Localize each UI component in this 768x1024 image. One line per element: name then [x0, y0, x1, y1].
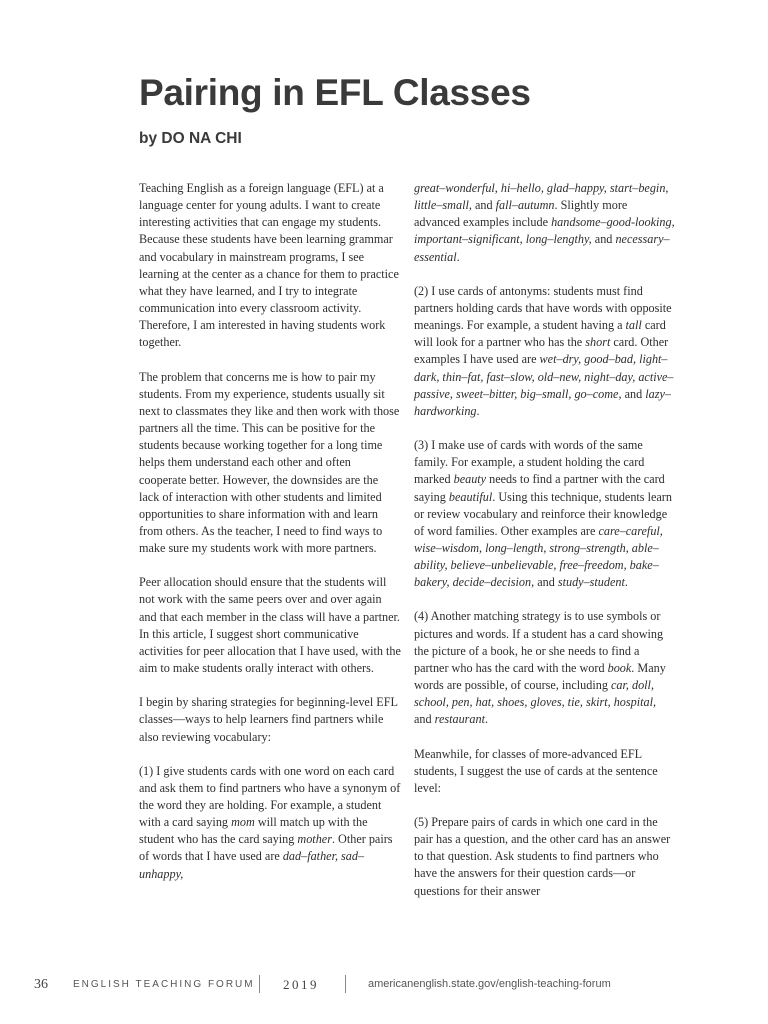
text-run: (3) I make use of cards with words of the same family. For example, a student holding the card marked	[414, 438, 645, 487]
paragraph	[414, 283, 676, 420]
right-column	[414, 180, 676, 917]
website-url[interactable]: americanenglish.state.gov/english-teaching-forum	[368, 978, 611, 990]
example-words: dad–father, sad–unhappy,	[139, 849, 365, 881]
example-word: necessary–essential	[414, 232, 670, 264]
text-run: .	[485, 712, 489, 727]
issue-year: 2019	[283, 977, 319, 992]
example-words: car, doll, school, pen, hat, shoes, gloves, tie, skirt, hospital,	[414, 678, 657, 710]
text-run: needs to find a partner with the card saying	[414, 472, 665, 504]
example-word: short	[585, 335, 611, 350]
article-title: Pairing in EFL Classes	[139, 72, 531, 113]
text-run: and	[621, 386, 646, 401]
example-words: handsome–good-looking, important–significant, long–lengthy,	[414, 215, 675, 247]
paragraph	[414, 608, 676, 728]
magazine-name: ENGLISH TEACHING FORUM	[73, 979, 255, 990]
example-word: fall–autumn	[495, 198, 555, 213]
text-run: will match up with the student who has the card saying	[139, 815, 368, 847]
example-word: mother	[297, 832, 332, 847]
text-run: .	[624, 575, 628, 590]
paragraph: Peer allocation should ensure that the students will not work with the same peers over and over again and that each member in the class will have a partner. In this article, I suggest short communicative activities for peer allocation that I have used, with the aim to make students orally interact with others.	[139, 575, 401, 676]
example-words: great–wonderful, hi–hello, glad–happy, start–begin, little–small,	[414, 181, 669, 213]
text-run: (2) I use cards of antonyms: students must find partners holding cards that have words with opposite meanings. For example, a student having a	[414, 283, 672, 333]
example-words: wet–dry, good–bad, light–dark, thin–fat, fast–slow, old–new, night–day, active–passive, sweet–bitter, big–small, go–come,	[414, 352, 674, 401]
example-word: restaurant	[434, 712, 485, 727]
text-run: and	[534, 575, 558, 590]
paragraph	[414, 180, 676, 266]
page-footer	[0, 974, 768, 998]
example-word: study–student	[557, 575, 625, 590]
text-run: . Slightly more advanced examples include	[414, 198, 628, 230]
example-word: mom	[231, 815, 255, 830]
page-number: 36	[34, 977, 48, 992]
example-word: lazy–hardworking	[414, 386, 671, 418]
paragraph: Teaching English as a foreign language (EFL) at a language center for young adults. I want to create interesting activities that can engage my students. Because these students have been learning grammar and vocabulary in mainstream programs, I see learning at the center as a chance for them to practice what they have learned, and I try to integrate communication into every classroom activity. Therefore, I am interested in having students work together.	[139, 181, 399, 350]
byline: by DO NA CHI	[139, 130, 242, 147]
paragraph	[414, 437, 676, 591]
text-run: (4) Another matching strategy is to use symbols or pictures and words. If a student has a card showing the picture of a book, he or she needs to find a partner who has the card with the word	[414, 609, 664, 675]
paragraph: The problem that concerns me is how to pair my students. From my experience, students usually sit next to classmates they like and then work with those partners all the time. This can be positive for the students because working together for a long time helps them understand each other and often cooperate better. However, the downsides are the lack of interaction with other students and limited opportunities to share information with and learn from others. As the teacher, I need to find ways to make sure my students work with more partners.	[139, 369, 400, 556]
text-run: and	[414, 712, 435, 727]
text-run: . Many words are possible, of course, including	[414, 660, 666, 693]
left-column	[139, 180, 401, 900]
example-word: beauty	[453, 472, 487, 487]
text-run: and	[471, 198, 496, 213]
divider	[345, 975, 346, 993]
paragraph	[139, 763, 401, 883]
divider	[259, 975, 260, 993]
paragraph: Meanwhile, for classes of more-advanced EFL students, I suggest the use of cards at the sentence level:	[414, 746, 658, 795]
text-run: card. Other examples I have used are	[414, 335, 669, 367]
text-run: .	[456, 249, 460, 264]
text-run: card will look for a partner who has the	[414, 318, 666, 350]
text-run: . Other pairs of words that I have used are	[139, 832, 393, 864]
text-run: and	[591, 232, 616, 247]
example-words: care–careful, wise–wisdom, long–length, strong–strength, able–ability, believe–unbelievable, free–freedom, bake–bakery, decide–decision,	[414, 523, 663, 590]
text-run: .	[476, 403, 480, 418]
example-word: beautiful	[448, 489, 493, 504]
text-run: . Using this technique, students learn or review vocabulary and reinforce their knowledge of word families. Other examples are	[414, 489, 672, 538]
example-word: book	[607, 660, 632, 675]
text-run: (1) I give students cards with one word on each card and ask them to find partners who have a synonym of the word they are holding. For example, a student with a card saying	[139, 763, 401, 830]
paragraph: I begin by sharing strategies for beginning-level EFL classes—ways to help learners find partners while also reviewing vocabulary:	[139, 695, 398, 744]
example-word: tall	[625, 318, 642, 333]
paragraph: (5) Prepare pairs of cards in which one card in the pair has a question, and the other card has an answer to that question. Ask students to find partners who have the answers for their question cards—or questions for their answer	[414, 815, 671, 898]
